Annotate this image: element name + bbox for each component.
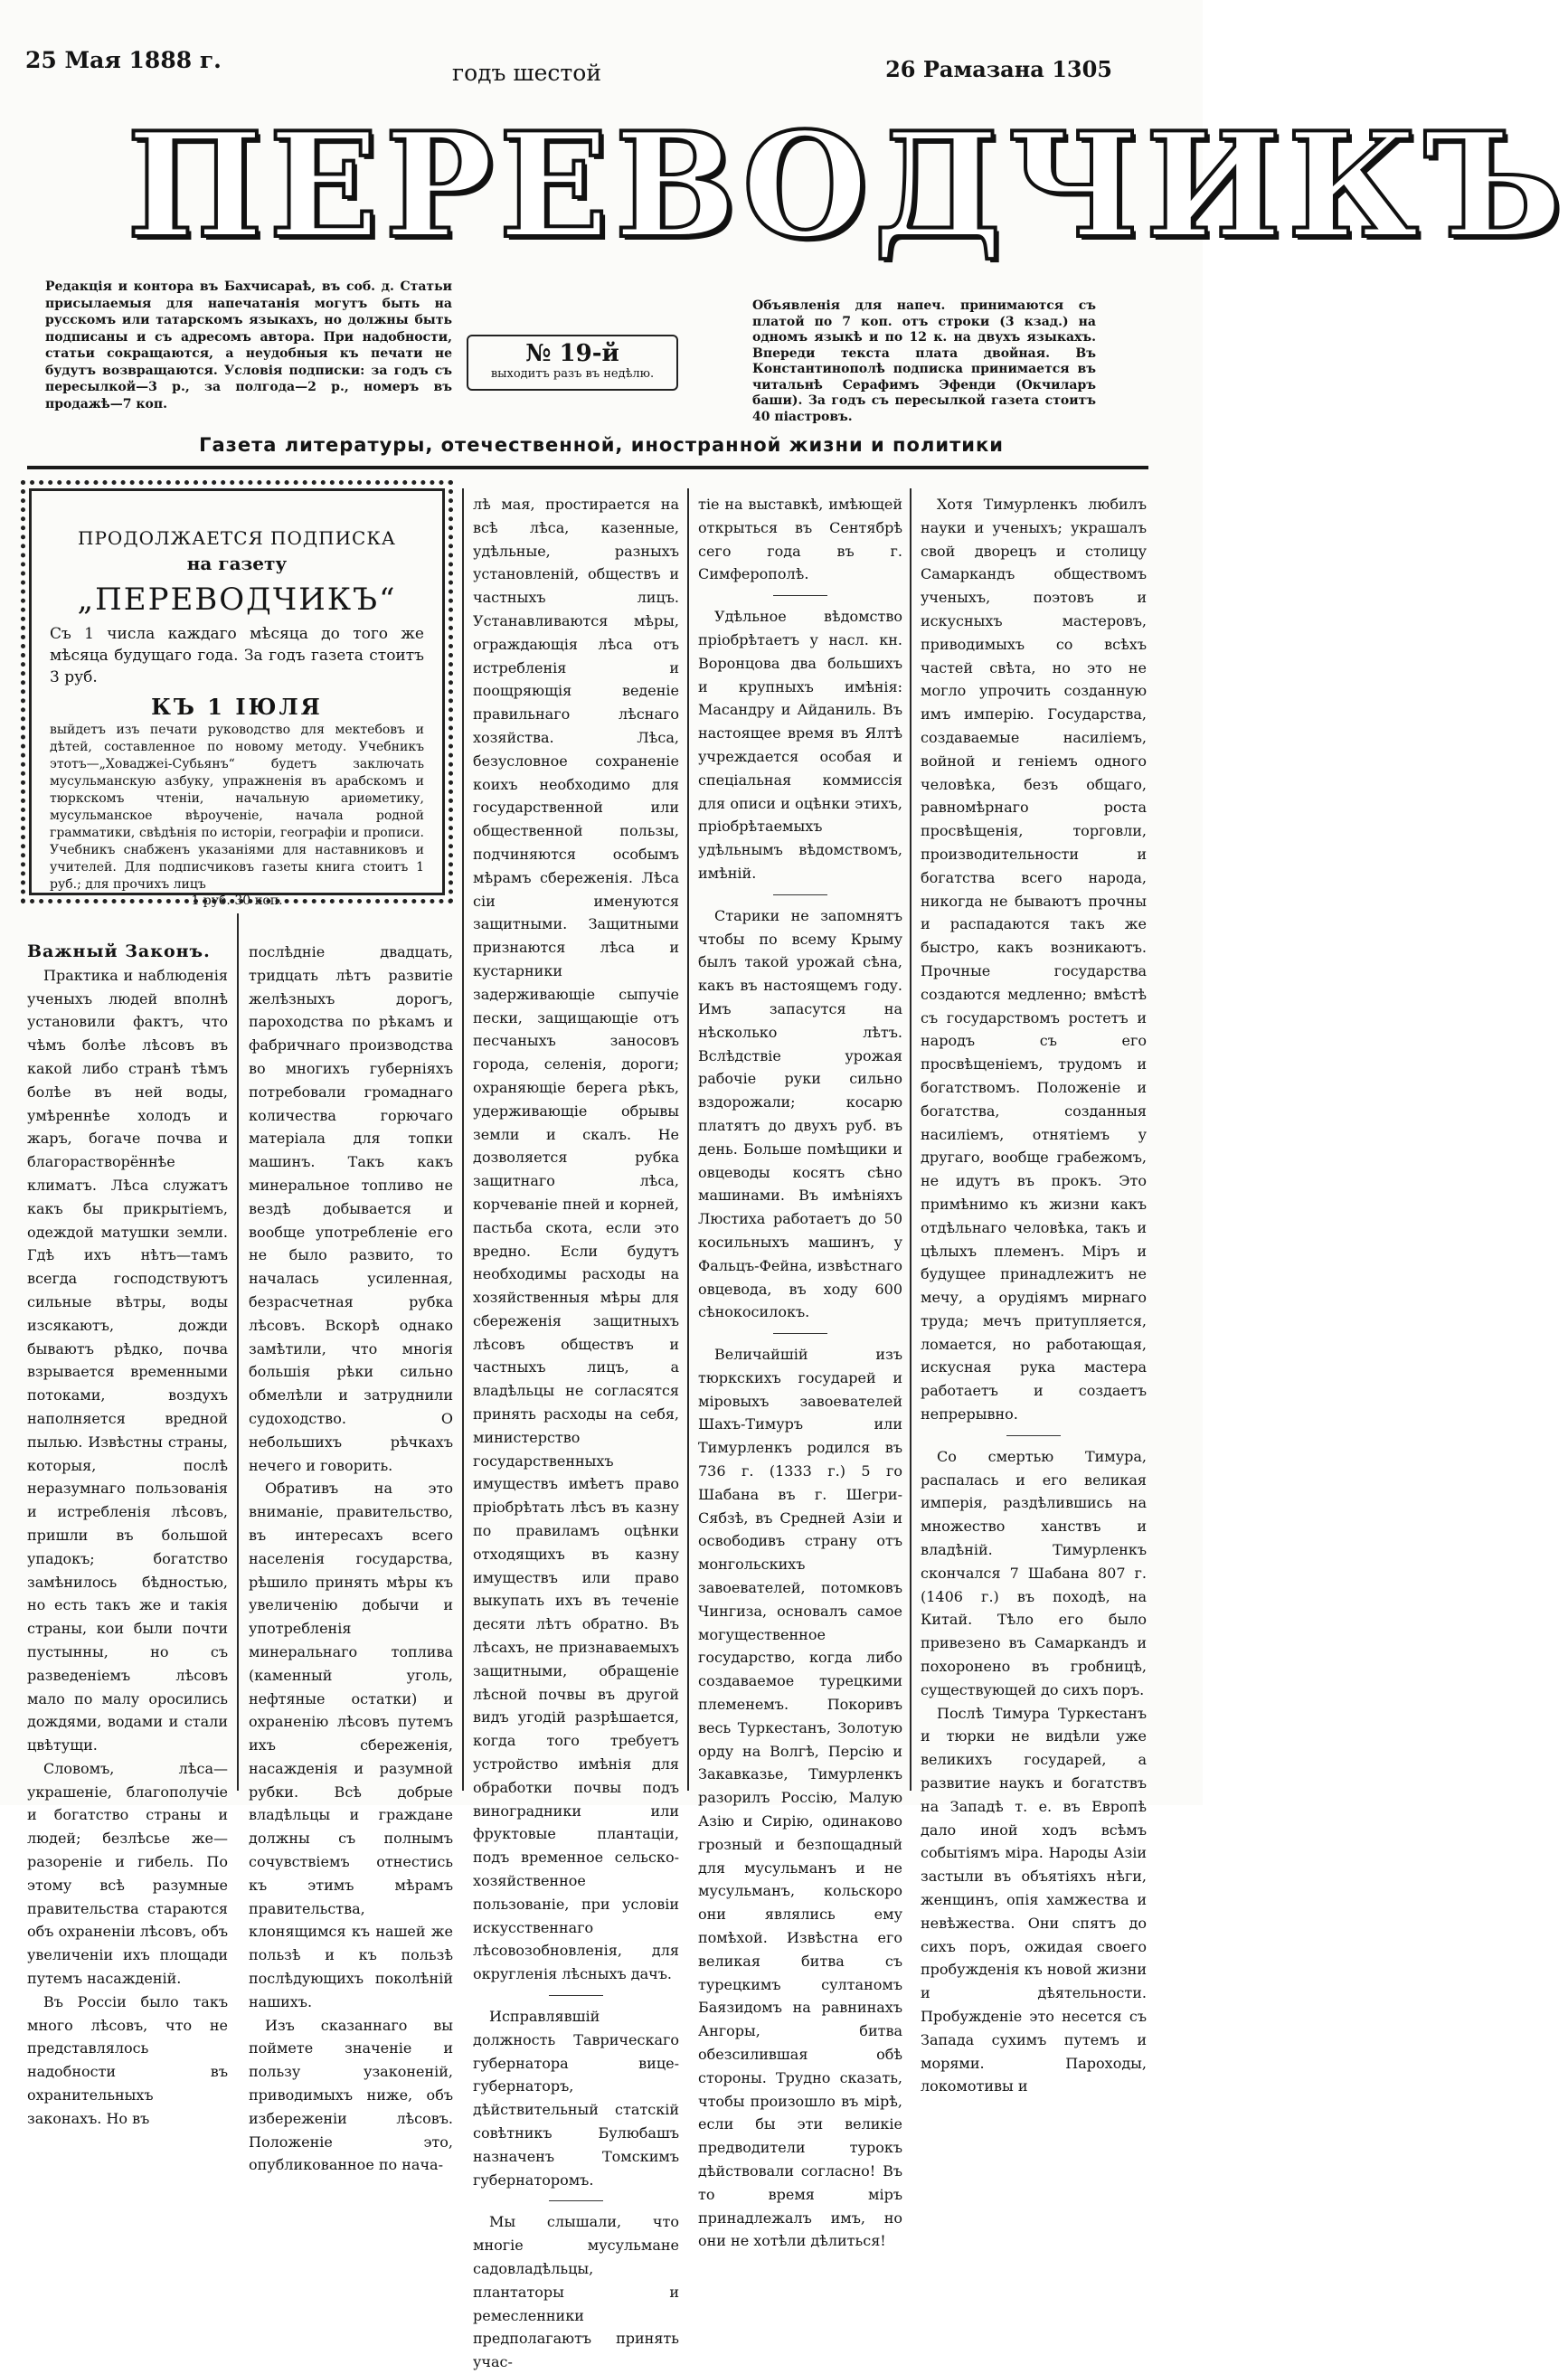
column-divider bbox=[687, 488, 689, 1791]
article-paragraph: лѣ мая, простирается на всѣ лѣса, казенные, удѣльные, разныхъ установленій, обществъ и частныхъ лицъ. Устанавливаются мѣры, ограждающія лѣса отъ истребленія и поощряющія веденіе правильнаго лѣснаго хозяйства. Лѣса, безусловное сохраненіе коихъ необходимо для государственной или общественной пользы, подчиняются особымъ мѣрамъ сбереженія. Лѣса сіи именуются защитными. Защитными признаются лѣса и кустарники задерживающіе сыпучіе пески, защищающіе отъ песчаныхъ заносовъ города, селенія, дороги; охраняющіе берега рѣкъ, удерживающіе обрывы земли и скалъ. Не дозволяется рубка защитнаго лѣса, корчеваніе пней и корней, пастьба скота, если это вредно. Если будутъ необходимы расходы на хозяйственныя мѣры для сбереженія защитныхъ лѣсовъ обществъ и частныхъ лицъ, а владѣльцы не согласятся принять расходы на себя, министерство государственныхъ имуществъ имѣетъ право пріобрѣтать лѣсъ въ казну по правиламъ оцѣнки отходящихъ въ казну имуществъ или право выкупать ихъ въ теченіе десяти лѣтъ обратно. Въ лѣсахъ, не признаваемыхъ защитными, обращеніе лѣсной почвы въ другой видъ угодій разрѣшается, когда того требуетъ устройство имѣнія для обработки почвы подъ виноградники или фруктовые плантаціи, подъ временное сельско-хозяйственное пользованіе, при условіи искусственнаго лѣсовозобновленія, для округленія лѣсныхъ дачъ. bbox=[473, 496, 679, 1983]
ad-price: 1 руб. 30 коп. bbox=[191, 894, 283, 908]
item-separator bbox=[549, 1995, 603, 1996]
column-divider bbox=[910, 488, 912, 1791]
ad-subtitle: на газету bbox=[186, 553, 288, 574]
news-item: Мы слышали, что многіе мусульмане садовладѣльцы, плантаторы и ремесленники предполагаютъ принять учас- bbox=[473, 2213, 679, 2371]
item-separator bbox=[773, 894, 827, 895]
article-paragraph: Въ Россіи было такъ много лѣсовъ, что не представлялось надобности въ охранительныхъ законахъ. Но въ bbox=[27, 1992, 228, 2127]
issue-number: № 19-й bbox=[525, 340, 619, 367]
news-item: тіе на выставкѣ, имѣющей открыться въ Сентябрѣ сего года въ г. Симферополѣ. bbox=[698, 496, 902, 583]
issue-date-hijri: 26 Рамазана 1305 bbox=[885, 56, 1112, 82]
issue-frequency: выходитъ разъ въ недѣлю. bbox=[490, 367, 655, 381]
article-column-5 bbox=[921, 493, 1147, 2095]
editorial-info: Редакція и контора въ Бахчисараѣ, въ соб. д. Статьи присылаемыя для напечатанія могутъ быть на русскомъ или татарскомъ языкахъ, но должны быть подписаны и съ адресомъ автора. При надобности, статьи сокращаются, а неудобныя къ печати не будутъ возвращаются. Условія подписки: за годъ съ пересылкой—3 р., за полгода—2 р., номеръ въ продажѣ—7 коп. bbox=[45, 279, 452, 411]
article-paragraph: Обративъ на это вниманіе, правительство, въ интересахъ всего населенія государства, рѣшило принять мѣры къ увеличенію добычи и употребленія минеральнаго топлива (каменный уголь, нефтяные остатки) и охраненію лѣсовъ путемъ ихъ сбереженія, насажденія и разумной рубки. Всѣ добрые владѣльцы и граждане должны съ полнымъ сочувствіемъ отнестись къ этимъ мѣрамъ правительства, клонящимся къ нашей же пользѣ и къ пользѣ послѣдующихъ поколѣній нашихъ. bbox=[249, 1480, 453, 2010]
news-item: Старики не запомнятъ чтобы по всему Крыму былъ такой урожай сѣна, какъ въ настоящемъ году. Имъ запасутся на нѣсколько лѣтъ. Вслѣдствіе урожая рабочіе руки сильно вздорожали; косарю платятъ до двухъ руб. въ день. Больше помѣщики и овцеводы косятъ сѣно машинами. Въ имѣніяхъ Люстиха работаетъ до 50 косильныхъ машинъ, у Фальцъ-Фейна, извѣстнаго овцевода, въ ходу 600 сѣнокосилокъ. bbox=[698, 906, 902, 1321]
article-paragraph: Словомъ, лѣса—украшеніе, благополучіе и богатство страны и людей; безлѣсье же—разореніе и гибель. По этому всѣ разумные правительства стараются объ охраненіи лѣсовъ, объ увеличеніи ихъ площади путемъ насажденій. bbox=[27, 1759, 228, 1988]
ad-title: ПРОДОЛЖАЕТСЯ ПОДПИСКА bbox=[78, 527, 396, 549]
ad-newspaper-name: „ПЕРЕВОДЧИКЪ“ bbox=[77, 582, 397, 618]
header-divider bbox=[27, 466, 1148, 469]
ad-textbook-text: выйдетъ изъ печати руководство для мектебовъ и дѣтей, составленное по новому методу. Учебникъ этотъ—„Ховаджеі-Субьянъ“ будетъ заключать мусульманскую азбуку, упражненія въ арабскомъ и тюркскомъ чтеніи, начальную ариѳметику, мусульманское вѣроученіе, начала родной грамматики, свѣдѣнія по исторіи, географіи и прописи. Учебникъ снабженъ указаніями для наставниковъ и учителей. Для подписчиковъ газеты книга стоитъ 1 руб.; для прочихъ лицъ bbox=[50, 723, 424, 892]
article-paragraph: Величайшій изъ тюркскихъ государей и міровыхъ завоевателей Шахъ-Тимуръ или Тимурленкъ родился въ 736 г. (1333 г.) 5 го Шабана въ г. Шегри-Сябзѣ, въ Средней Азіи и освободивъ страну отъ монгольскихъ завоевателей, потомковъ Чингиза, основалъ самое могущественное государство, когда либо создаваемое турецкими племенемъ. Покоривъ весь Туркестанъ, Золотую орду на Волгѣ, Персію и Закавказье, Тимурленкъ разорилъ Россію, Малую Азію и Сирію, одинаково грозный и безпощадный для мусульманъ и не мусульманъ, кольскоро они являлись ему помѣхой. Извѣстна его великая битва съ турецкимъ султаномъ Баязидомъ на равнинахъ Ангоры, битва обезсилившая обѣ стороны. Трудно сказать, чтобы произошло въ мірѣ, если бы эти великіе предводители турокъ дѣйствовали согласно! Въ то время міръ принадлежалъ имъ, но они не хотѣли дѣлиться! bbox=[698, 1346, 902, 2250]
item-separator bbox=[549, 2200, 603, 2201]
article-title: Важный Законъ. bbox=[27, 941, 211, 961]
subscription-ad bbox=[29, 488, 445, 908]
item-separator bbox=[773, 1333, 827, 1334]
newspaper-subtitle: Газета литературы, отечественной, иностранной жизни и политики bbox=[199, 434, 1004, 456]
publication-year: годъ шестой bbox=[452, 60, 601, 86]
news-item: Удѣльное вѣдомство пріобрѣтаетъ у насл. кн. Воронцова два большихъ и крупныхъ имѣнія: Масандру и Айданиль. Въ настоящее время въ Ялтѣ учреждается особая и спеціальная коммиссія для описи и оцѣнки этихъ, пріобрѣтаемыхъ удѣльнымъ вѣдомствомъ, имѣній. bbox=[698, 608, 902, 882]
masthead-title: ПЕРЕВОДЧИКЪ bbox=[127, 100, 1568, 270]
article-paragraph: Со смертью Тимура, распалась и его великая имперія, раздѣлившись на множество ханствъ и владѣній. Тимурленкъ скончался 7 Шабана 807 г. (1406 г.) въ походѣ, на Китай. Тѣло его было привезено въ Самаркандъ и похоронено въ гробницѣ, существующей до сихъ поръ. bbox=[921, 1447, 1147, 1698]
column-divider bbox=[237, 913, 239, 1791]
news-item: Исправлявшій должность Таврическаго губернатора вице-губернаторъ, дѣйствительный статскій совѣтникъ Булюбашъ назначенъ Томскимъ губернаторомъ. bbox=[473, 2008, 679, 2189]
article-column-3 bbox=[473, 493, 679, 2371]
item-separator bbox=[773, 595, 827, 596]
article-column-4 bbox=[698, 493, 902, 2250]
issue-number-box bbox=[467, 335, 678, 391]
ad-heading: КЪ 1 ІЮЛЯ bbox=[151, 694, 323, 720]
issue-date-gregorian: 25 Мая 1888 г. bbox=[25, 47, 222, 73]
article-paragraph: Изъ сказаннаго вы поймете значеніе и пользу узаконеній, приводимыхъ ниже, объ избереженіи лѣсовъ. Положеніе это, опубликованное по нача- bbox=[249, 2016, 453, 2174]
advertising-info: Объявленія для напеч. принимаются съ платой по 7 коп. отъ строки (3 кзад.) на одномъ языкѣ и по 12 к. на двухъ языкахъ. Впереди текста плата двойная. Въ Константинополѣ подписка принимается въ читальнѣ Серафимъ Эфенди (Окчиларъ баши). За годъ съ пересылкой газета стоитъ 40 піастровъ. bbox=[752, 298, 1096, 424]
article-paragraph: Хотя Тимурленкъ любилъ науки и ученыхъ; украшалъ свой дворецъ и столицу Самаркандъ обществомъ ученыхъ, поэтовъ и искусныхъ мастеровъ, приводимыхъ со всѣхъ частей свѣта, но это не могло упрочить созданную имъ имперію. Государства, создаваемые насиліемъ, войной и геніемъ одного человѣка, безъ общаго, равномѣрнаго роста просвѣщенія, торговли, производительности и богатства всего народа, никогда не бываютъ прочны и распадаются такъ же быстро, какъ возникаютъ. Прочные государства создаются медленно; вмѣстѣ съ государствомъ ростетъ и народъ съ его просвѣщеніемъ, трудомъ и богатствомъ. Положеніе и богатства, созданныя насиліемъ, отнятіемъ у другаго, вообще грабежомъ, не идутъ въ прокъ. Это примѣнимо къ жизни какъ отдѣльнаго человѣка, такъ и цѣлыхъ племенъ. Міръ и будущее принадлежитъ не мечу, а орудіямъ мирнаго труда; мечъ притупляется, ломается, но работающая, искусная рука мастера работаетъ и создаетъ непрерывно. bbox=[921, 496, 1147, 1423]
ad-subscription-text: Съ 1 числа каждаго мѣсяца до того же мѣсяца будущаго года. За годъ газета стоитъ 3 руб. bbox=[50, 625, 424, 686]
article-paragraph: послѣдніе двадцать, тридцать лѣтъ развитіе желѣзныхъ дорогъ, пароходства по рѣкамъ и фабричнаго производства во многихъ губерніяхъ потребовали громаднаго количества горючаго матеріала для топки машинъ. Такъ какъ минеральное топливо не вездѣ добывается и вообще употребленіе его не было развито, то началась усиленная, безрасчетная рубка лѣсовъ. Вскорѣ однако замѣтили, что многія большія рѣки сильно обмелѣли и затруднили судоходство. О небольшихъ рѣчкахъ нечего и говорить. bbox=[249, 943, 453, 1474]
article-column-1 bbox=[27, 941, 228, 2127]
article-column-2 bbox=[249, 941, 453, 2174]
article-paragraph: Практика и наблюденія ученыхъ людей вполнѣ установили фактъ, что чѣмъ болѣе лѣсовъ въ какой либо странѣ тѣмъ болѣе въ ней воды, умѣреннѣе холодъ и жаръ, богаче почва и благорастворённѣе климатъ. Лѣса служатъ какъ бы прикрытіемъ, одеждой матушки земли. Гдѣ ихъ нѣтъ—тамъ всегда господствуютъ сильные вѣтры, воды изсякаютъ, дожди бываютъ рѣдко, почва взрывается временными потоками, воздухъ наполняется вредной пылью. Извѣстны страны, которыя, послѣ неразумнаго пользованія и истребленія лѣсовъ, пришли въ большой упадокъ; богатство замѣнилось бѣдностью, но есть такъ же и такія страны, кои были почти пустынны, но съ разведеніемъ лѣсовъ мало по малу оросились дождями, водами и стали цвѣтущи. bbox=[27, 966, 228, 1754]
article-paragraph: Послѣ Тимура Туркестанъ и тюрки не видѣли уже великихъ государей, а развитие наукъ и богатствъ на Западѣ т. е. въ Европѣ дало иной ходъ всѣмъ событіямъ міра. Народы Азіи застыли въ объятіяхъ нѣги, женщинъ, опія хамжества и невѣжества. Они спятъ до сихъ поръ, ожидая своего пробужденія къ новой жизни и дѣятельности. Пробужденіе это несется съ Запада сухимъ путемъ и морями. Пароходы, локомотивы и bbox=[921, 1704, 1147, 2095]
item-separator bbox=[1006, 1435, 1061, 1436]
column-divider bbox=[462, 488, 464, 1791]
